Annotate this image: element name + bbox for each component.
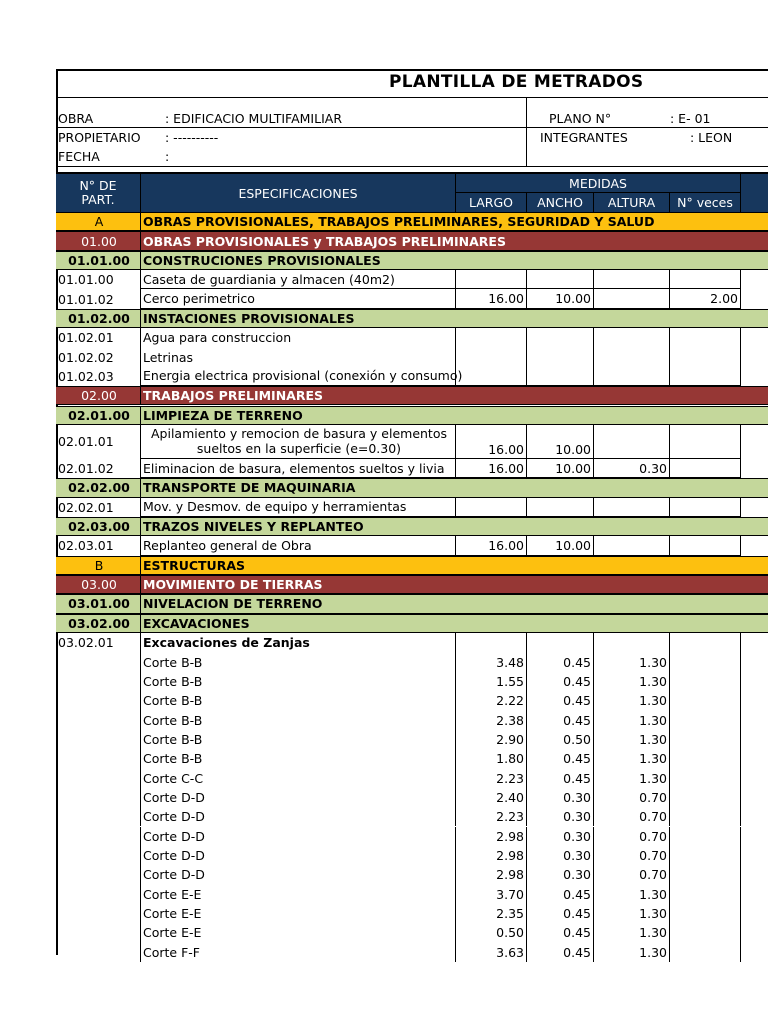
row-spacer: [740, 846, 768, 865]
item-code: A: [94, 214, 104, 230]
item-altura: 1.30: [593, 749, 669, 768]
section-row: [56, 594, 768, 613]
item-description: Corte B-B: [140, 691, 455, 710]
item-code: 01.01.00: [58, 272, 114, 288]
table-row: [56, 425, 768, 459]
item-ancho: 0.45: [526, 652, 593, 671]
item-code: 02.01.02: [58, 461, 114, 477]
row-spacer: [455, 213, 768, 230]
row-spacer: [740, 865, 768, 884]
item-veces: [669, 885, 740, 904]
item-code: 03.02.01: [58, 635, 114, 651]
table-row: [56, 730, 768, 749]
item-altura: 0.70: [593, 827, 669, 846]
item-largo: 16.00: [455, 459, 526, 478]
title-divider: [56, 97, 768, 98]
table-row: [56, 904, 768, 923]
table-row: [56, 633, 768, 652]
item-largo: 16.00: [455, 536, 526, 555]
section-title: LIMPIEZA DE TERRENO: [140, 407, 455, 424]
table-row: [56, 459, 768, 478]
table-row: [56, 943, 768, 962]
section-title: OBRAS PROVISIONALES y TRABAJOS PRELIMINARES: [140, 232, 455, 249]
item-largo: 2.22: [455, 691, 526, 710]
item-altura: 0.70: [593, 807, 669, 826]
item-veces: [669, 807, 740, 826]
item-altura: [593, 633, 669, 652]
row-spacer: [740, 270, 768, 289]
item-veces: [669, 652, 740, 671]
item-largo: 2.35: [455, 904, 526, 923]
item-altura: [593, 425, 669, 459]
item-ancho: 0.50: [526, 730, 593, 749]
item-altura: 1.30: [593, 923, 669, 942]
item-altura: [593, 328, 669, 347]
item-code: B: [94, 557, 104, 573]
row-spacer: [740, 289, 768, 308]
obra-value: : EDIFICACIO MULTIFAMILIAR: [165, 111, 343, 126]
row-spacer: [455, 557, 768, 574]
row-spacer: [740, 536, 768, 555]
item-code: 02.03.01: [58, 538, 114, 554]
item-altura: 1.30: [593, 904, 669, 923]
item-description: [140, 425, 455, 459]
item-code: [56, 904, 140, 923]
item-ancho: 0.45: [526, 885, 593, 904]
item-veces: [669, 459, 740, 478]
item-altura: 0.30: [593, 459, 669, 478]
item-description: Energia electrica provisional (conexión y consumo): [140, 367, 455, 386]
item-description: Corte E-E: [140, 885, 455, 904]
item-description: Corte B-B: [140, 672, 455, 691]
row-spacer: [740, 633, 768, 652]
item-code: 02.01.01: [58, 434, 114, 450]
item-code: [56, 788, 140, 807]
item-veces: [669, 827, 740, 846]
item-ancho: 0.45: [526, 749, 593, 768]
table-row: [56, 652, 768, 671]
item-largo: 2.98: [455, 827, 526, 846]
item-description: Caseta de guardiania y almacen (40m2): [140, 270, 455, 289]
item-veces: [669, 904, 740, 923]
section-title: OBRAS PROVISIONALES, TRABAJOS PRELIMINARES, SEGURIDAD Y SALUD: [140, 213, 455, 230]
row-spacer: [455, 387, 768, 404]
item-altura: [593, 367, 669, 386]
item-description-line: Apilamiento y remocion de basura y elementos: [151, 426, 447, 442]
item-description: Corte F-F: [140, 943, 455, 962]
row-spacer: [455, 310, 768, 327]
table-row: [56, 270, 768, 289]
plano-label: PLANO N°: [549, 111, 612, 126]
table-row: [56, 289, 768, 308]
item-veces: [669, 672, 740, 691]
item-description: Corte C-C: [140, 768, 455, 787]
item-code: [56, 827, 140, 846]
item-description: Corte D-D: [140, 846, 455, 865]
item-veces: [669, 710, 740, 729]
item-veces: 2.00: [669, 289, 740, 308]
item-description: Corte D-D: [140, 807, 455, 826]
table-row: [56, 827, 768, 846]
item-veces: [669, 328, 740, 347]
item-code: 02.02.01: [58, 499, 114, 515]
row-spacer: [740, 730, 768, 749]
item-description: Letrinas: [140, 347, 455, 366]
item-code: [56, 768, 140, 787]
item-ancho: 0.45: [526, 923, 593, 942]
item-largo: 16.00: [455, 289, 526, 308]
item-ancho: 0.30: [526, 865, 593, 884]
item-code: 03.00: [81, 577, 117, 593]
item-description: Corte B-B: [140, 710, 455, 729]
section-title: EXCAVACIONES: [140, 615, 455, 632]
item-description-line: sueltos en la superficie (e=0.30): [196, 441, 402, 457]
item-description: Corte D-D: [140, 827, 455, 846]
item-ancho: [526, 328, 593, 347]
item-altura: 0.70: [593, 865, 669, 884]
row-spacer: [455, 576, 768, 593]
item-altura: [593, 289, 669, 308]
row-spacer: [740, 788, 768, 807]
item-altura: 0.70: [593, 846, 669, 865]
header-altura: ALTURA: [593, 193, 669, 212]
row-spacer: [740, 347, 768, 366]
item-description: Cerco perimetrico: [140, 289, 455, 308]
item-description: Corte E-E: [140, 904, 455, 923]
header-part: N° DE PART.: [79, 178, 117, 207]
item-largo: [455, 633, 526, 652]
item-description: Corte B-B: [140, 730, 455, 749]
item-description: Replanteo general de Obra: [140, 536, 455, 555]
section-title: TRAZOS NIVELES Y REPLANTEO: [140, 518, 455, 535]
item-ancho: 0.45: [526, 768, 593, 787]
section-title: MOVIMIENTO DE TIERRAS: [140, 576, 455, 593]
table-row: [56, 367, 768, 386]
item-ancho: [526, 633, 593, 652]
info-divider: [526, 97, 527, 166]
item-altura: 1.30: [593, 885, 669, 904]
item-code: 02.01.00: [68, 407, 130, 423]
row-spacer: [455, 615, 768, 632]
header-spec: ESPECIFICACIONES: [140, 174, 455, 212]
item-description: Corte D-D: [140, 788, 455, 807]
item-code: [56, 885, 140, 904]
table-row: [56, 347, 768, 366]
propietario-value: : ----------: [165, 130, 219, 145]
item-altura: [593, 270, 669, 289]
table-row: [56, 498, 768, 517]
item-largo: 2.98: [455, 846, 526, 865]
item-altura: 1.30: [593, 710, 669, 729]
item-largo: 3.48: [455, 652, 526, 671]
item-code: [56, 691, 140, 710]
section-row: [56, 309, 768, 328]
row-spacer: [740, 425, 768, 459]
item-code: 01.01.00: [68, 252, 130, 268]
item-ancho: 10.00: [526, 289, 593, 308]
item-largo: [455, 347, 526, 366]
row-spacer: [740, 691, 768, 710]
item-code: [56, 749, 140, 768]
item-veces: [669, 425, 740, 459]
section-row: [56, 386, 768, 405]
item-veces: [669, 943, 740, 962]
item-veces: [669, 846, 740, 865]
item-code: 02.03.00: [68, 519, 130, 535]
item-largo: 1.80: [455, 749, 526, 768]
item-altura: 1.30: [593, 672, 669, 691]
item-code: [56, 710, 140, 729]
item-veces: [669, 768, 740, 787]
item-veces: [669, 865, 740, 884]
item-code: [56, 807, 140, 826]
item-ancho: 10.00: [526, 425, 593, 459]
item-largo: [455, 367, 526, 386]
item-largo: 16.00: [455, 425, 526, 459]
section-row: [56, 478, 768, 497]
item-code: [56, 652, 140, 671]
header-veces: N° veces: [669, 193, 740, 212]
item-description: Corte E-E: [140, 923, 455, 942]
item-altura: 1.30: [593, 730, 669, 749]
table-row: [56, 749, 768, 768]
integrantes-value: : LEON: [690, 130, 733, 145]
item-largo: 3.70: [455, 885, 526, 904]
item-altura: 0.70: [593, 788, 669, 807]
item-altura: 1.30: [593, 768, 669, 787]
info-line-1: [56, 127, 768, 128]
item-ancho: 0.30: [526, 807, 593, 826]
item-altura: 1.30: [593, 943, 669, 962]
table-row: [56, 710, 768, 729]
section-row: [56, 517, 768, 536]
item-veces: [669, 788, 740, 807]
item-largo: 2.98: [455, 865, 526, 884]
item-veces: [669, 498, 740, 517]
item-largo: 2.38: [455, 710, 526, 729]
row-spacer: [740, 807, 768, 826]
item-ancho: 0.45: [526, 710, 593, 729]
item-largo: [455, 328, 526, 347]
item-largo: 2.23: [455, 768, 526, 787]
row-spacer: [740, 710, 768, 729]
table-row: [56, 885, 768, 904]
item-description: Mov. y Desmov. de equipo y herramientas: [140, 498, 455, 517]
table-row: [56, 328, 768, 347]
obra-label: OBRA: [58, 111, 94, 126]
item-veces: [669, 536, 740, 555]
row-spacer: [740, 923, 768, 942]
item-veces: [669, 270, 740, 289]
section-row: [56, 251, 768, 270]
item-description: Excavaciones de Zanjas: [140, 633, 455, 652]
item-code: [56, 846, 140, 865]
item-largo: [455, 270, 526, 289]
item-ancho: 10.00: [526, 536, 593, 555]
item-largo: 2.90: [455, 730, 526, 749]
item-ancho: 0.30: [526, 788, 593, 807]
item-largo: 2.40: [455, 788, 526, 807]
item-ancho: 0.30: [526, 846, 593, 865]
item-code: 01.02.03: [58, 368, 114, 384]
section-row: [56, 575, 768, 594]
item-ancho: 0.45: [526, 672, 593, 691]
propietario-label: PROPIETARIO: [58, 130, 141, 145]
item-altura: 1.30: [593, 652, 669, 671]
section-title: CONSTRUCIONES PROVISIONALES: [140, 252, 455, 269]
section-title: TRABAJOS PRELIMINARES: [140, 387, 455, 404]
item-ancho: [526, 347, 593, 366]
item-code: 01.02.00: [68, 310, 130, 326]
item-veces: [669, 633, 740, 652]
item-veces: [669, 730, 740, 749]
item-largo: 2.23: [455, 807, 526, 826]
table-row: [56, 672, 768, 691]
fecha-value: :: [165, 149, 170, 164]
row-spacer: [455, 479, 768, 496]
item-code: 03.02.00: [68, 615, 130, 631]
row-spacer: [455, 595, 768, 612]
section-title: INSTACIONES PROVISIONALES: [140, 310, 455, 327]
item-ancho: [526, 498, 593, 517]
row-spacer: [740, 768, 768, 787]
table-row: [56, 768, 768, 787]
item-veces: [669, 749, 740, 768]
item-altura: 1.30: [593, 691, 669, 710]
item-altura: [593, 498, 669, 517]
item-largo: 0.50: [455, 923, 526, 942]
item-ancho: [526, 367, 593, 386]
row-spacer: [740, 328, 768, 347]
item-ancho: 0.45: [526, 904, 593, 923]
item-code: [56, 943, 140, 962]
item-code: [56, 923, 140, 942]
item-description: Corte B-B: [140, 749, 455, 768]
row-spacer: [740, 652, 768, 671]
row-spacer: [740, 749, 768, 768]
section-row: [56, 614, 768, 633]
row-spacer: [740, 943, 768, 962]
row-spacer: [740, 904, 768, 923]
table-row: [56, 923, 768, 942]
item-altura: [593, 347, 669, 366]
section-row: [56, 231, 768, 250]
item-largo: 3.63: [455, 943, 526, 962]
item-ancho: 0.30: [526, 827, 593, 846]
item-description: Corte B-B: [140, 652, 455, 671]
table-row: [56, 807, 768, 826]
section-row: [56, 406, 768, 425]
section-title: TRANSPORTE DE MAQUINARIA: [140, 479, 455, 496]
fecha-label: FECHA: [58, 149, 100, 164]
plano-value: : E- 01: [670, 111, 711, 126]
section-title: ESTRUCTURAS: [140, 557, 455, 574]
item-code: [56, 865, 140, 884]
row-spacer: [455, 407, 768, 424]
table-row: [56, 536, 768, 555]
row-spacer: [740, 672, 768, 691]
item-ancho: 10.00: [526, 459, 593, 478]
item-largo: 1.55: [455, 672, 526, 691]
table-header: [56, 174, 768, 212]
section-title: NIVELACION DE TERRENO: [140, 595, 455, 612]
item-code: 02.00: [81, 388, 117, 404]
row-spacer: [455, 518, 768, 535]
item-veces: [669, 367, 740, 386]
row-spacer: [740, 498, 768, 517]
item-description: Eliminacion de basura, elementos sueltos y livia: [140, 459, 455, 478]
row-spacer: [455, 232, 768, 249]
header-largo: LARGO: [455, 193, 526, 212]
item-altura: [593, 536, 669, 555]
row-spacer: [740, 459, 768, 478]
item-ancho: 0.45: [526, 691, 593, 710]
item-code: 01.01.02: [58, 291, 114, 307]
row-spacer: [740, 827, 768, 846]
row-spacer: [740, 885, 768, 904]
section-row: [56, 556, 768, 575]
item-veces: [669, 691, 740, 710]
item-code: 01.02.01: [58, 330, 114, 346]
item-code: 03.01.00: [68, 596, 130, 612]
table-row: [56, 846, 768, 865]
item-veces: [669, 347, 740, 366]
page-title: PLANTILLA DE METRADOS: [389, 72, 644, 92]
section-row: [56, 212, 768, 231]
header-ancho: ANCHO: [526, 193, 593, 212]
item-ancho: [526, 270, 593, 289]
item-ancho: 0.45: [526, 943, 593, 962]
item-code: 01.00: [81, 233, 117, 249]
item-code: 01.02.02: [58, 349, 114, 365]
item-description: Corte D-D: [140, 865, 455, 884]
integrantes-label: INTEGRANTES: [540, 130, 628, 145]
item-veces: [669, 923, 740, 942]
table-row: [56, 691, 768, 710]
item-code: [56, 672, 140, 691]
row-spacer: [455, 252, 768, 269]
row-spacer: [740, 367, 768, 386]
table-row: [56, 788, 768, 807]
item-code: 02.02.00: [68, 480, 130, 496]
info-line-2: [56, 166, 768, 167]
header-spacer: [740, 174, 768, 212]
item-description: Agua para construccion: [140, 328, 455, 347]
item-largo: [455, 498, 526, 517]
item-code: [56, 730, 140, 749]
table-row: [56, 865, 768, 884]
header-medidas: MEDIDAS: [455, 174, 740, 193]
